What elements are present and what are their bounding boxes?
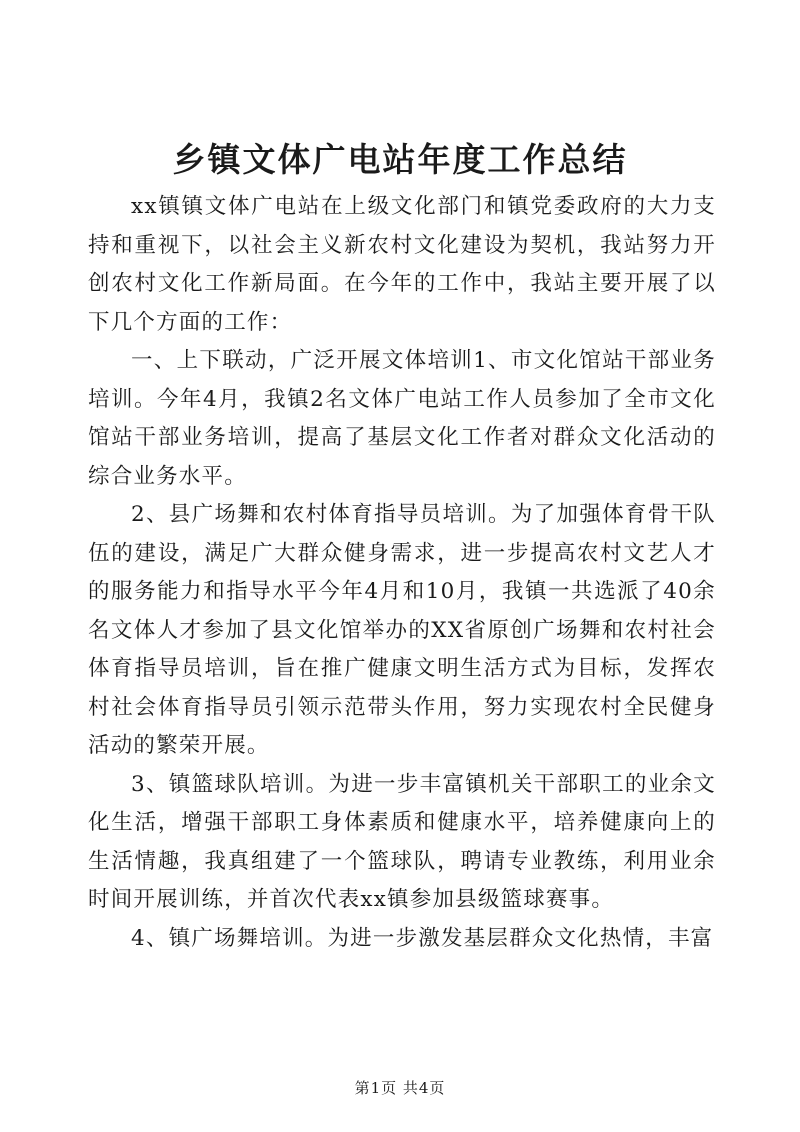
paragraph-item-2: 2、县广场舞和农村体育指导员培训。为了加强体育骨干队伍的建设，满足广大群众健身需求，进一步提高农村文艺人才的服务能力和指导水平今年4月和10月，我镇一共选派了40余名文体人才参加了县文化馆举办的XX省原创广场舞和农村社会体育指导员培训，旨在推广健康文明生活方式为目标，发挥农村社会体育指导员引领示范带头作用，努力实现农村全民健身活动的繁荣开展。 (88, 502, 716, 758)
page-number-footer: 第1页 共4页 (354, 1079, 446, 1097)
paragraph-item-4: 4、镇广场舞培训。为进一步激发基层群众文化热情，丰富 (131, 925, 714, 951)
paragraph-intro: xx镇镇文体广电站在上级文化部门和镇党委政府的大力支持和重视下，以社会主义新农村文化建设为契机，我站努力开创农村文化工作新局面。在今年的工作中，我站主要开展了以下几个方面的工作： (88, 194, 716, 335)
document-body (88, 188, 716, 958)
document-title: 乡镇文体广电站年度工作总结 (172, 140, 628, 179)
paragraph-section-1: 一、上下联动，广泛开展文体培训1、市文化馆站干部业务培训。今年4月，我镇2名文体广电站工作人员参加了全市文化馆站干部业务培训，提高了基层文化工作者对群众文化活动的综合业务水平。 (88, 348, 716, 489)
paragraph-item-3: 3、镇篮球队培训。为进一步丰富镇机关干部职工的业余文化生活，增强干部职工身体素质和健康水平，培养健康向上的生活情趣，我真组建了一个篮球队，聘请专业教练，利用业余时间开展训练，并首次代表xx镇参加县级篮球赛事。 (88, 771, 716, 912)
